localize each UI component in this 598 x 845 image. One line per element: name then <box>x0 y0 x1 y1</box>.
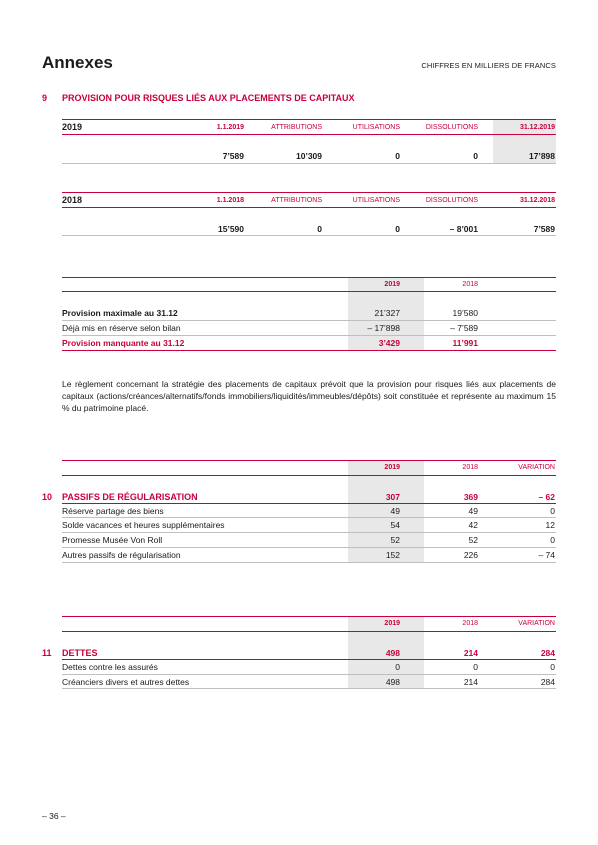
row-label: Dettes contre les assurés <box>62 662 158 672</box>
table-rule <box>62 674 556 675</box>
table-cell: – 8’001 <box>449 224 478 234</box>
body-paragraph: Le règlement concernant la stratégie des placements de capitaux prévoit que la provision pour risques liés aux placements de capitaux (actions/créances/alternatifs/fonds immobiliers/liquidités/immeubles/dépôts) soit constituée et représente au maximum 15 % du patrimoine placé. <box>62 379 556 413</box>
table-cell: – 17’898 <box>367 323 400 333</box>
page-title: Annexes <box>42 53 113 72</box>
column-header: VARIATION <box>518 464 555 471</box>
table-cell: 152 <box>385 550 400 560</box>
column-header: 2019 <box>384 281 400 288</box>
table-cell: 11’991 <box>452 338 478 348</box>
table-cell: 3’429 <box>378 338 400 348</box>
table-cell: 54 <box>390 520 400 530</box>
table-cell: 49 <box>390 506 400 516</box>
table-cell: 10’309 <box>296 151 322 161</box>
table-cell: 12 <box>545 520 555 530</box>
table-cell: 17’898 <box>529 151 555 161</box>
table-cell: 226 <box>463 550 478 560</box>
table-cell: 42 <box>468 520 478 530</box>
table-cell: – 62 <box>538 492 555 502</box>
table-rule <box>62 350 556 351</box>
table-rule <box>62 119 556 120</box>
table-year: 2019 <box>62 122 83 132</box>
row-label: Solde vacances et heures supplémentaires <box>62 520 225 530</box>
column-header: 31.12.2019 <box>519 124 555 131</box>
column-header: 2018 <box>462 620 478 627</box>
column-header: 2019 <box>384 464 400 471</box>
table-rule <box>62 335 556 336</box>
table-rule <box>62 192 556 193</box>
table-cell: – 74 <box>538 550 555 560</box>
table-cell: 0 <box>317 224 322 234</box>
table-cell: 284 <box>540 648 555 658</box>
table-cell: 7’589 <box>222 151 244 161</box>
table-rule <box>62 688 556 689</box>
table-rule <box>62 163 556 164</box>
column-header: 31.12.2018 <box>519 197 555 204</box>
table-cell: 498 <box>385 648 400 658</box>
table-rule <box>62 547 556 548</box>
table-rule <box>62 562 556 563</box>
table-cell: 0 <box>550 535 555 545</box>
column-header: UTILISATIONS <box>352 197 400 204</box>
table-cell: 0 <box>473 662 478 672</box>
column-header: ATTRIBUTIONS <box>271 197 322 204</box>
table-rule <box>62 475 556 476</box>
table-rule <box>62 659 556 660</box>
table-cell: 498 <box>385 677 400 687</box>
table-cell: 19’580 <box>452 308 478 318</box>
table-cell: 0 <box>550 662 555 672</box>
table-cell: 284 <box>540 677 555 687</box>
table-cell: 0 <box>395 224 400 234</box>
table-rule <box>62 503 556 504</box>
table-rule <box>62 235 556 236</box>
table-rule <box>62 631 556 632</box>
column-header: DISSOLUTIONS <box>425 124 478 131</box>
table-rule <box>62 460 556 461</box>
section-9-title: PROVISION POUR RISQUES LIÉS AUX PLACEMENTS DE CAPITAUX <box>62 93 355 103</box>
table-rule <box>62 517 556 518</box>
row-label: Autres passifs de régularisation <box>62 550 181 560</box>
table-cell: 0 <box>395 151 400 161</box>
table-cell: 0 <box>550 506 555 516</box>
table-rule <box>62 134 556 135</box>
column-header: UTILISATIONS <box>352 124 400 131</box>
table-cell: 15’590 <box>218 224 244 234</box>
column-header: 1.1.2019 <box>216 124 244 131</box>
row-label: Provision maximale au 31.12 <box>62 308 178 318</box>
table-rule <box>62 616 556 617</box>
unit-note: CHIFFRES EN MILLIERS DE FRANCS <box>421 61 556 70</box>
table-rule <box>62 291 556 292</box>
table-cell: 214 <box>463 648 478 658</box>
section-11-title: DETTES <box>62 648 98 658</box>
table-cell: 214 <box>463 677 478 687</box>
table-cell: 49 <box>468 506 478 516</box>
table-cell: 0 <box>395 662 400 672</box>
column-header: 2019 <box>384 620 400 627</box>
page-number: – 36 – <box>42 811 66 821</box>
table-cell: 7’589 <box>533 224 555 234</box>
table-cell: 21’327 <box>374 308 400 318</box>
section-9-number: 9 <box>42 93 48 103</box>
row-label: Promesse Musée Von Roll <box>62 535 163 545</box>
table-cell: 307 <box>385 492 400 502</box>
column-header: ATTRIBUTIONS <box>271 124 322 131</box>
table-rule <box>62 320 556 321</box>
row-label: Déjà mis en réserve selon bilan <box>62 323 181 333</box>
table-rule <box>62 532 556 533</box>
table-year: 2018 <box>62 195 83 205</box>
table-cell: 52 <box>390 535 400 545</box>
table-rule <box>62 277 556 278</box>
column-header: 1.1.2018 <box>216 197 244 204</box>
section-11-number: 11 <box>42 648 52 658</box>
row-label: Créanciers divers et autres dettes <box>62 677 190 687</box>
row-label: Provision manquante au 31.12 <box>62 338 185 348</box>
table-cell: 0 <box>473 151 478 161</box>
column-header: 2018 <box>462 281 478 288</box>
table-rule <box>62 207 556 208</box>
table-cell: – 7’589 <box>450 323 478 333</box>
table-cell: 369 <box>463 492 478 502</box>
column-header: VARIATION <box>518 620 555 627</box>
column-header: 2018 <box>462 464 478 471</box>
section-10-number: 10 <box>42 492 53 502</box>
column-header: DISSOLUTIONS <box>425 197 478 204</box>
section-10-title: PASSIFS DE RÉGULARISATION <box>62 492 198 502</box>
row-label: Réserve partage des biens <box>62 506 164 516</box>
table-cell: 52 <box>468 535 478 545</box>
